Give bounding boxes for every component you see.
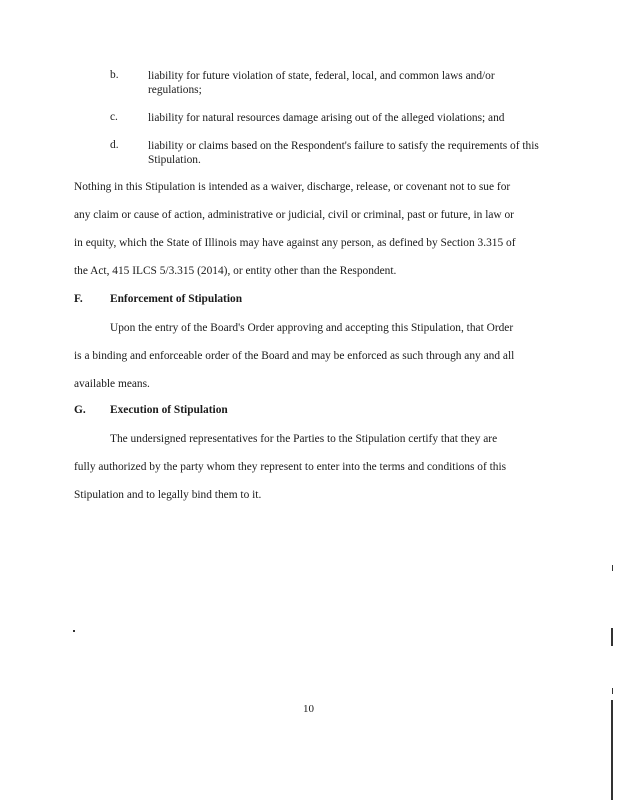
scan-artifact bbox=[611, 700, 613, 800]
scan-artifact bbox=[612, 688, 613, 694]
list-item-letter: d. bbox=[110, 139, 119, 151]
scan-artifact bbox=[73, 630, 75, 632]
page-number: 10 bbox=[303, 703, 314, 715]
list-item-text: liability for future violation of state, federal, local, and common laws and/or regulations; bbox=[148, 70, 495, 96]
scan-artifact bbox=[612, 565, 613, 571]
list-item-letter: c. bbox=[110, 111, 118, 123]
section-g-letter: G. bbox=[74, 404, 86, 416]
section-f-title: Enforcement of Stipulation bbox=[110, 293, 243, 305]
paragraph-line: any claim or cause of action, administrative or judicial, civil or criminal, past or future, in law or bbox=[74, 209, 514, 221]
paragraph-line: available means. bbox=[74, 378, 150, 390]
section-g-title: Execution of Stipulation bbox=[110, 404, 228, 416]
list-item-text: liability for natural resources damage arising out of the alleged violations; and bbox=[148, 112, 505, 124]
paragraph-line: in equity, which the State of Illinois may have against any person, as defined by Section 3.315 of bbox=[74, 237, 516, 249]
paragraph-line: is a binding and enforceable order of the Board and may be enforced as such through any and all bbox=[74, 350, 515, 362]
scan-artifact bbox=[611, 628, 613, 646]
list-item-text: liability or claims based on the Respondent's failure to satisfy the requirements of this Stipulation. bbox=[148, 140, 539, 166]
paragraph-line: The undersigned representatives for the Parties to the Stipulation certify that they are bbox=[110, 433, 498, 445]
list-item-letter: b. bbox=[110, 69, 119, 81]
paragraph-line: fully authorized by the party whom they represent to enter into the terms and conditions of this bbox=[74, 461, 507, 473]
paragraph-line: the Act, 415 ILCS 5/3.315 (2014), or entity other than the Respondent. bbox=[74, 265, 397, 277]
paragraph-line: Upon the entry of the Board's Order approving and accepting this Stipulation, that Order bbox=[110, 322, 514, 334]
paragraph-line: Stipulation and to legally bind them to it. bbox=[74, 489, 262, 501]
paragraph-line: Nothing in this Stipulation is intended as a waiver, discharge, release, or covenant not to sue for bbox=[74, 181, 511, 193]
section-f-letter: F. bbox=[74, 293, 83, 305]
